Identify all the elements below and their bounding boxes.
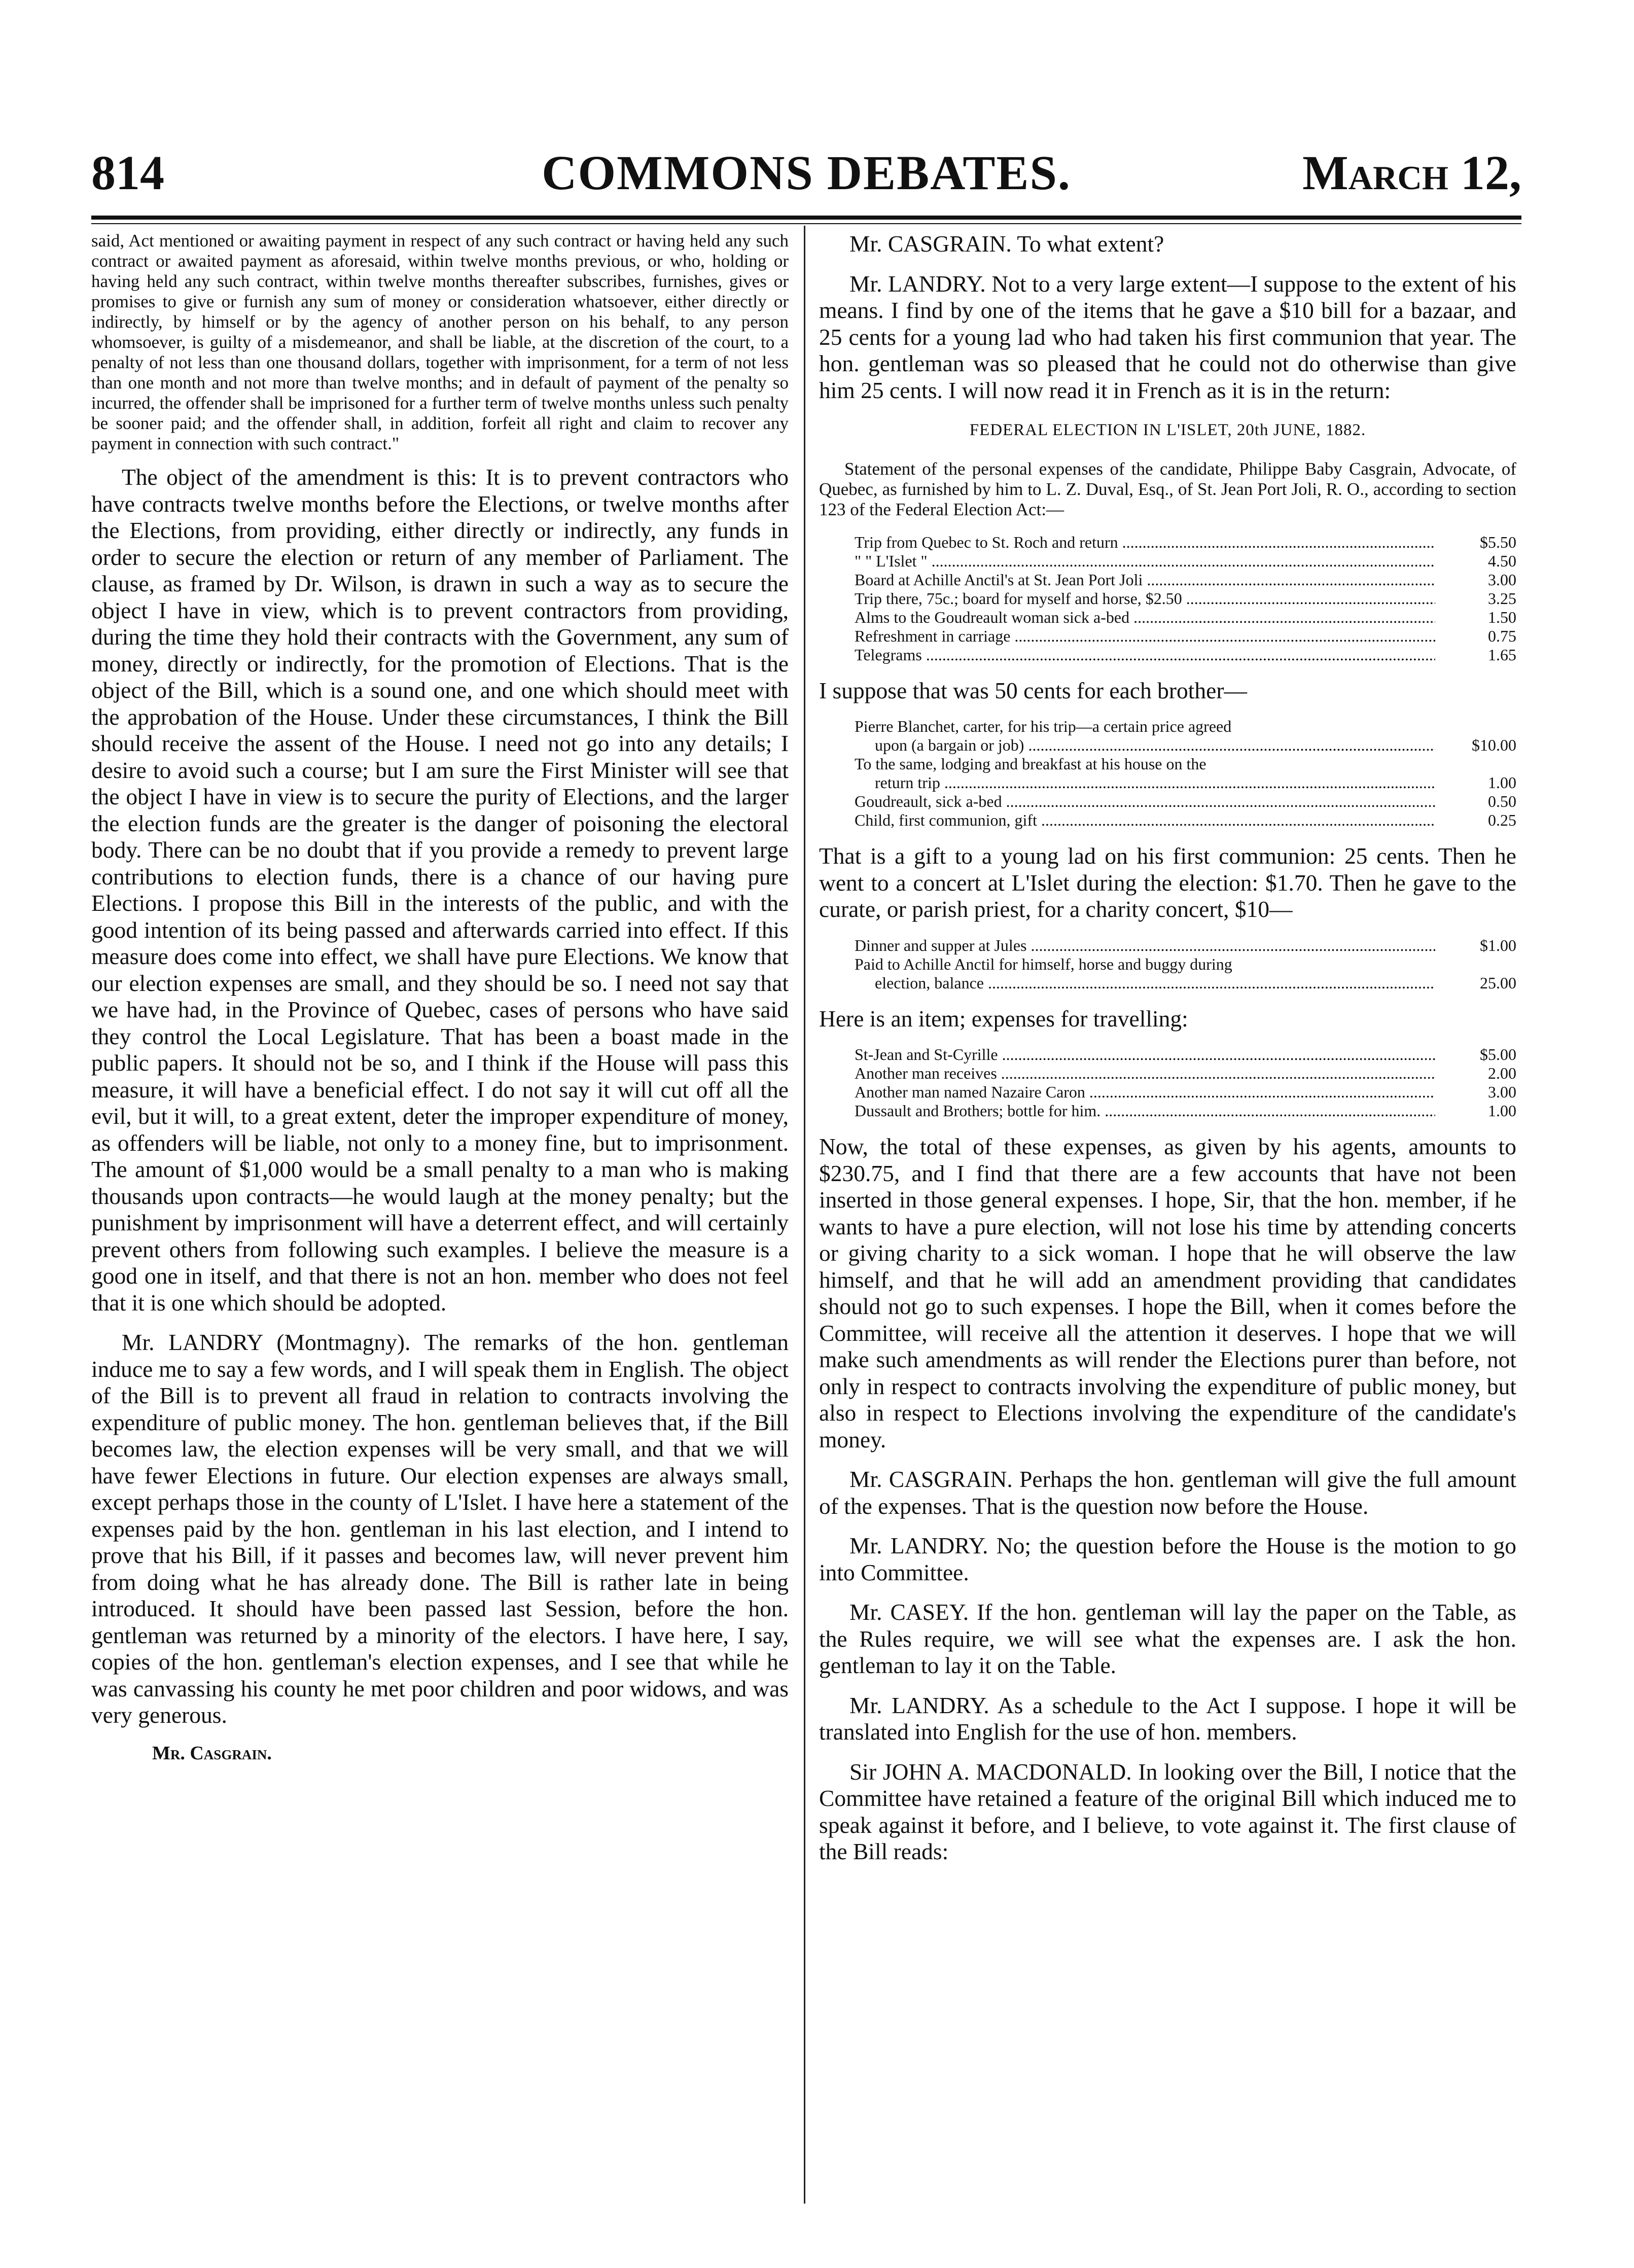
expense-row — [855, 589, 1516, 608]
paragraph: I suppose that was 50 cents for each brother— — [819, 677, 1248, 703]
expense-amount: 3.25 — [1488, 589, 1516, 608]
expense-label: St-Jean and St-Cyrille ..... — [855, 1045, 1435, 1064]
expense-row — [855, 533, 1516, 552]
expense-amount: 1.00 — [1488, 773, 1516, 792]
paragraph-landry: Mr. LANDRY (Montmagny). The remarks of the hon. gentleman induce me to say a few words, and I will speak them in English. The object of the Bill is to prevent all fraud in relation to contracts involving the expenditure of public money. The hon. gentleman believes that, if the Bill becomes law, the election expenses will be very small, and that we will have fewer Elections in future. Our election expenses are always small, except perhaps those in the county of L'Islet. I have here a statement of the expenses paid by the hon. gentleman in his last election, and I intend to prove that his Bill, if it passes and becomes law, will never prevent him from doing what he has already done. The Bill is rather late in being introduced. It should have been passed last Session, before the hon. gentleman was returned by a minority of the electors. I have here, I say, copies of the hon. gentleman's election expenses, and I see that while he was canvassing his county he met poor children and poor widows, and was very generous. — [91, 1329, 789, 1728]
paragraph: Mr. LANDRY. Not to a very large extent—I suppose to the extent of his means. I find by one of the items that he gave a $10 bill for a bazaar, and 25 cents for a young lad who had taken his first communion that year. The hon. gentleman was so pleased that he could not do otherwise than give him 25 cents. I will now read it in French as it is in the return: — [819, 270, 1516, 403]
expense-row — [855, 552, 1516, 571]
expense-label: Telegrams ..... — [855, 646, 1435, 664]
expense-amount: $1.00 — [1480, 936, 1516, 954]
expense-row — [855, 1083, 1516, 1102]
expense-label: Paid to Achille Anctil for himself, horse and buggy during — [855, 954, 1232, 973]
expense-label: upon (a bargain or job) ..... — [855, 736, 1435, 755]
paragraph: Here is an item; expenses for travelling: — [819, 1005, 1188, 1032]
expense-list-2 — [819, 717, 1516, 830]
section-heading: FEDERAL ELECTION IN L'ISLET, 20th JUNE, 1882. — [969, 421, 1366, 439]
expense-label: Trip there, 75c.; board for myself and horse, $2.50 ..... — [855, 589, 1435, 608]
expense-label: " " L'Islet " ..... — [855, 552, 1435, 571]
expense-label: Dussault and Brothers; bottle for him. ..... — [855, 1102, 1435, 1120]
statement-intro: Statement of the personal expenses of the candidate, Philippe Baby Casgrain, Advocate, of Quebec, as furnished by him to L. Z. Duval, Esq., of St. Jean Port Joli, R. O., according to section 123 of the Federal Election Act:— — [819, 458, 1516, 519]
expense-amount: 0.75 — [1488, 626, 1516, 645]
column-divider — [804, 226, 805, 2204]
paragraph: Mr. CASGRAIN. To what extent? — [849, 231, 1164, 257]
expense-amount: 3.00 — [1488, 1083, 1516, 1101]
paragraph: Now, the total of these expenses, as given by his agents, amounts to $230.75, and I find that there are a few accounts that have not been inserted in those general expenses. I hope, Sir, that the hon. member, if he wants to have a pure election, will not lose his time by attending concerts or giving charity to a sick woman. I hope that he will observe the law himself, and that he will add an amendment providing that candidates should not go to such expenses. I hope the Bill, when it comes before the Committee, will receive all the attention it deserves. I hope that we will make such amendments as will render the Elections purer than before, not only in respect to contracts involving the expenditure of public money, but also in respect to Elections involving the expenditure of the candidate's money. — [819, 1133, 1516, 1452]
expense-amount: 4.50 — [1488, 551, 1516, 570]
expense-label: Another man named Nazaire Caron ..... — [855, 1083, 1435, 1102]
expense-row — [855, 1064, 1516, 1083]
expense-label: Another man receives ..... — [855, 1064, 1435, 1083]
expense-amount — [1435, 755, 1516, 773]
expense-row — [855, 773, 1516, 792]
expense-row — [855, 736, 1516, 755]
paragraph: Sir JOHN A. MACDONALD. In looking over the Bill, I notice that the Committee have retained a feature of the original Bill which induced me to speak against it before, and I believe, to vote against it. The first clause of the Bill reads: — [819, 1758, 1516, 1864]
expense-amount: $5.00 — [1480, 1045, 1516, 1064]
page-header — [91, 145, 1521, 210]
expense-row — [855, 608, 1516, 627]
page-number: 814 — [91, 146, 164, 200]
expense-amount: 25.00 — [1480, 973, 1516, 992]
expense-row — [855, 792, 1516, 811]
expense-amount: 1.00 — [1488, 1102, 1516, 1120]
paragraph: Mr. CASEY. If the hon. gentleman will lay the paper on the Table, as the Rules require, we will see what the expenses are. I ask the hon. gentleman to lay it on the Table. — [819, 1599, 1516, 1678]
expense-label: Trip from Quebec to St. Roch and return ..... — [855, 533, 1435, 552]
expense-label: Child, first communion, gift ..... — [855, 811, 1435, 830]
expense-row — [855, 1045, 1516, 1064]
paragraph: Mr. CASGRAIN. Perhaps the hon. gentleman will give the full amount of the expenses. That is the question now before the House. — [819, 1466, 1516, 1519]
header-rule — [91, 216, 1521, 220]
expense-label: To the same, lodging and breakfast at his house on the — [855, 755, 1206, 773]
expense-row — [855, 571, 1516, 589]
expense-row — [855, 955, 1516, 974]
expense-amount: 3.00 — [1488, 570, 1516, 589]
header-rule-thin — [91, 223, 1521, 224]
expense-row — [855, 755, 1516, 773]
expense-list-3 — [819, 936, 1516, 993]
expense-amount: 2.00 — [1488, 1064, 1516, 1082]
page-title: COMMONS DEBATES. — [542, 146, 1071, 200]
expense-row — [855, 627, 1516, 646]
expense-label: Goudreault, sick a-bed ..... — [855, 792, 1435, 811]
expense-amount — [1435, 955, 1516, 974]
expense-list-1 — [819, 533, 1516, 664]
expense-label: Alms to the Goudreault woman sick a-bed ..... — [855, 608, 1435, 627]
expense-amount: 0.25 — [1488, 811, 1516, 829]
right-column — [819, 231, 1516, 1879]
paragraph: Mr. LANDRY. No; the question before the House is the motion to go into Committee. — [819, 1533, 1516, 1585]
expense-amount: 1.65 — [1488, 645, 1516, 664]
expense-row — [855, 936, 1516, 955]
expense-row — [855, 811, 1516, 830]
quoted-clause: said, Act mentioned or awaiting payment in respect of any such contract or having held any such contract or awaited payment as aforesaid, within twelve months previous, or who, holding or having held any such contract, within twelve months thereafter subscribes, furnishes, gives or promises to give or furnish any sum of money or consideration whatsoever, either directly or indirectly, by himself or by the agency of another person on his behalf, to any person whomsoever, is guilty of a misdemeanor, and shall be liable, at the discretion of the court, to a penalty of not less than one thousand dollars, together with imprisonment, for a term of not less than one month and not more than twelve months; and in default of payment of the penalty so incurred, the offender shall be imprisoned for a further term of twelve months unless such penalty be sooner paid; and the offender shall, in addition, forfeit all right and claim to recover any payment in connection with such contract." — [91, 231, 789, 453]
expense-amount: 0.50 — [1488, 792, 1516, 810]
paragraph: Mr. LANDRY. As a schedule to the Act I suppose. I hope it will be translated into English for the use of hon. members. — [819, 1692, 1516, 1745]
paragraph: That is a gift to a young lad on his first communion: 25 cents. Then he went to a concert at L'Islet during the election: $1.70. Then he gave to the curate, or parish priest, for a charity concert, $10— — [819, 843, 1516, 922]
expense-row — [855, 1102, 1516, 1120]
expense-row — [855, 717, 1516, 736]
expense-row — [855, 974, 1516, 993]
expense-label: Refreshment in carriage ..... — [855, 627, 1435, 646]
page-footer-catchword: Mr. Casgrain. — [152, 1742, 272, 1764]
expense-amount — [1435, 717, 1516, 736]
expense-amount: $10.00 — [1472, 736, 1516, 754]
expense-amount: 1.50 — [1488, 608, 1516, 626]
expense-row — [855, 646, 1516, 664]
expense-label: Dinner and supper at Jules ..... — [855, 936, 1435, 955]
expense-label: Pierre Blanchet, carter, for his trip—a certain price agreed — [855, 717, 1232, 735]
expense-list-4 — [819, 1045, 1516, 1120]
expense-label: election, balance ..... — [855, 974, 1435, 993]
paragraph: The object of the amendment is this: It is to prevent contractors who have contracts twelve months before the Elections, or twelve months after the Elections, from providing, either directly or indirectly, any funds in order to secure the election or return of any member of Parliament. The clause, as framed by Dr. Wilson, is drawn in such a way as to secure the object I have in view, which is to prevent contractors from providing, during the time they hold their contracts with the Government, any sum of money, directly or indirectly, for the promotion of Elections. That is the object of the Bill, which is a sound one, and one which should meet with the approbation of the House. Under these circumstances, I think the Bill should receive the assent of the House. I need not go into any details; I desire to avoid such a course; but I am sure the First Minister will see that the object I have in view is to secure the purity of Elections, and the larger the election funds are the greater is the danger of poisoning the electoral body. There can be no doubt that if you provide a remedy to prevent large contributions to election funds, there is a chance of our having pure Elections. I propose this Bill in the interests of the public, and with the good intention of its being passed and afterwards carried into effect. If this measure does come into effect, we shall have pure Elections. We know that our election expenses are small, and they should be so. I need not say that we have had, in the Province of Quebec, cases of persons who have said they control the Local Legislature. That has been a boast made in the public papers. It should not be so, and I think if the House will pass this measure, it will have a beneficial effect. I do not say it will cut off all the evil, but it will, to a great extent, deter the improper expenditure of money, as offenders will be liable, not only to a money fine, but to imprisonment. The amount of $1,000 would be a small penalty to a man who is making thousands upon contracts—he would laugh at the money penalty; but the punishment by imprisonment will have a deterrent effect, and will certainly prevent others from following such examples. I believe the measure is a good one in itself, and that there is not an hon. member who does not feel that it is one which should be adopted. — [91, 464, 789, 1316]
expense-label: return trip ..... — [855, 773, 1435, 792]
left-column — [91, 231, 789, 1764]
page-date: March 12, — [1302, 146, 1521, 200]
expense-label: Board at Achille Anctil's at St. Jean Port Joli ..... — [855, 571, 1435, 589]
expense-amount: $5.50 — [1480, 533, 1516, 551]
